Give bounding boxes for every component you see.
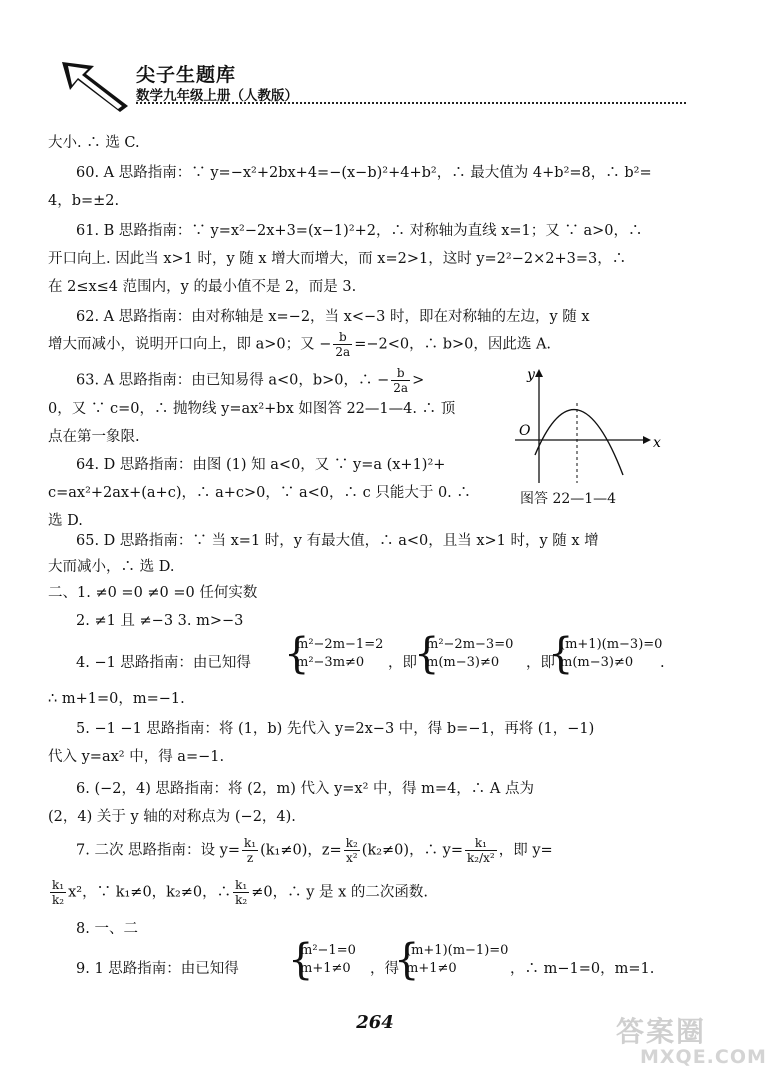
section-2-line1: 二、1. ≠0 =0 ≠0 =0 任何实数	[48, 585, 258, 601]
book-subtitle: 数学九年级上册（人教版）	[136, 88, 298, 104]
figure-caption: 图答 22—1—4	[520, 491, 617, 507]
fraction-k1-over-k2x2: $\frac{\text{k₁}}{\text{k₂/x²}}$	[467, 836, 495, 865]
answer-63-line3: 点在第一象限.	[48, 429, 140, 445]
fraction-k1-over-z: $\frac{\text{k₁}}{z}$	[244, 836, 257, 865]
answer-61-line1: 61. B 思路指南：∵ y=x²−2x+3=(x−1)²+2，∴ 对称轴为直线 x=1；又 ∵ a>0，∴	[76, 223, 643, 239]
answer-65-line1: 65. D 思路指南：∵ 当 x=1 时，y 有最大值，∴ a<0，且当 x>1 时，y 随 x 增	[76, 533, 599, 549]
y-axis-label: y	[527, 367, 535, 383]
answer-65-line2: 大而减小，∴ 选 D.	[48, 559, 175, 575]
section-2-item7-line2: $\frac{\text{k₁}}{\text{k₂}}$ x²，∵ k₁≠0，k₂≠0，∴ $\frac{\text{k₁}}{\text{k₂}}$ ≠0，∴ y 是 x 的二次函数.	[52, 878, 429, 907]
section-2-item7-line1: 7. 二次 思路指南：设 y= $\frac{\text{k₁}}{z}$ (k₁≠0)，z= $\frac{\text{k₂}}{\text{x²}}$ (k₂≠0)，∴ y= $\frac{\text{k₁}}{\text{k₂/x²}}$ ，即 y=	[76, 836, 553, 865]
section-2-item9: 9. 1 思路指南：由已知得	[76, 961, 239, 977]
answer-64-line3: 选 D.	[48, 513, 83, 529]
parabola-figure	[505, 365, 665, 490]
fraction-k1-over-k2: $\frac{\text{k₁}}{\text{k₂}}$	[235, 878, 248, 907]
answer-60-line1: 60. A 思路指南：∵ y=−x²+2bx+4=−(x−b)²+4+b²，∴ 最大值为 4+b²=8，∴ b²=	[76, 165, 652, 181]
section-2-item5-line2: 代入 y=ax² 中，得 a=−1.	[48, 749, 225, 765]
section-2-item4: 4. −1 思路指南：由已知得	[76, 655, 251, 671]
page-number: 264	[356, 1012, 394, 1033]
arrow-logo-icon	[60, 60, 130, 112]
answer-60-line2: 4，b=±2.	[48, 193, 120, 209]
answer-61-line3: 在 2≤x≤4 范围内，y 的最小值不是 2，而是 3.	[48, 279, 357, 295]
answer-64-line2: c=ax²+2ax+(a+c)，∴ a+c>0，∵ a<0，∴ c 只能大于 0. ∴	[48, 485, 471, 501]
x-axis-arrow	[643, 436, 651, 444]
watermark-url: MXQE.COM	[640, 1046, 767, 1068]
section-2-item6-line2: (2，4) 关于 y 轴的对称点为 (−2，4).	[48, 809, 296, 825]
section-2-item4-result: ∴ m+1=0，m=−1.	[48, 691, 185, 707]
fraction-k2-over-x2: $\frac{\text{k₂}}{\text{x²}}$	[345, 836, 358, 865]
x-axis-label: x	[653, 435, 661, 451]
answer-62-line2: 增大而减小，说明开口向上，即 a>0；又 − $\frac{b}{2a}$ =−2<0，∴ b>0，因此选 A.	[48, 330, 552, 359]
fraction-b-over-2a: $\frac{b}{2a}$	[335, 330, 351, 359]
section-2-item5-line1: 5. −1 −1 思路指南：将 (1，b) 先代入 y=2x−3 中，得 b=−1，再将 (1，−1)	[76, 721, 595, 737]
answer-63-line1: 63. A 思路指南：由已知易得 a<0，b>0，∴ − $\frac{b}{2a}$ >	[76, 366, 425, 395]
answer-line: 大小. ∴ 选 C.	[48, 135, 140, 151]
book-title: 尖子生题库	[136, 64, 237, 86]
answer-62-line1: 62. A 思路指南：由对称轴是 x=−2，当 x<−3 时，即在对称轴的左边，y 随 x	[76, 309, 590, 325]
answer-61-line2: 开口向上. 因此当 x>1 时，y 随 x 增大而增大，而 x=2>1，这时 y=2²−2×2+3=3，∴	[48, 251, 627, 267]
fraction-k1-over-k2: $\frac{\text{k₁}}{\text{k₂}}$	[52, 878, 65, 907]
y-axis-arrow	[535, 369, 543, 377]
answer-63-line2: 0，又 ∵ c=0，∴ 抛物线 y=ax²+bx 如图答 22—1—4. ∴ 顶	[48, 401, 456, 417]
answer-64-line1: 64. D 思路指南：由图 (1) 知 a<0，又 ∵ y=a (x+1)²+	[76, 457, 446, 473]
fraction-b-over-2a: $\frac{b}{2a}$	[393, 366, 409, 395]
header-divider	[136, 102, 686, 104]
section-2-item6-line1: 6. (−2，4) 思路指南：将 (2，m) 代入 y=x² 中，得 m=4，∴ A 点为	[76, 781, 534, 797]
section-2-line2: 2. ≠1 且 ≠−3 3. m>−3	[76, 613, 244, 629]
watermark-logo: 答案圈	[616, 1015, 707, 1048]
parabola-curve	[535, 410, 623, 475]
page-header	[0, 0, 750, 110]
section-2-item8: 8. 一、二	[76, 921, 138, 937]
origin-label: O	[519, 423, 531, 439]
